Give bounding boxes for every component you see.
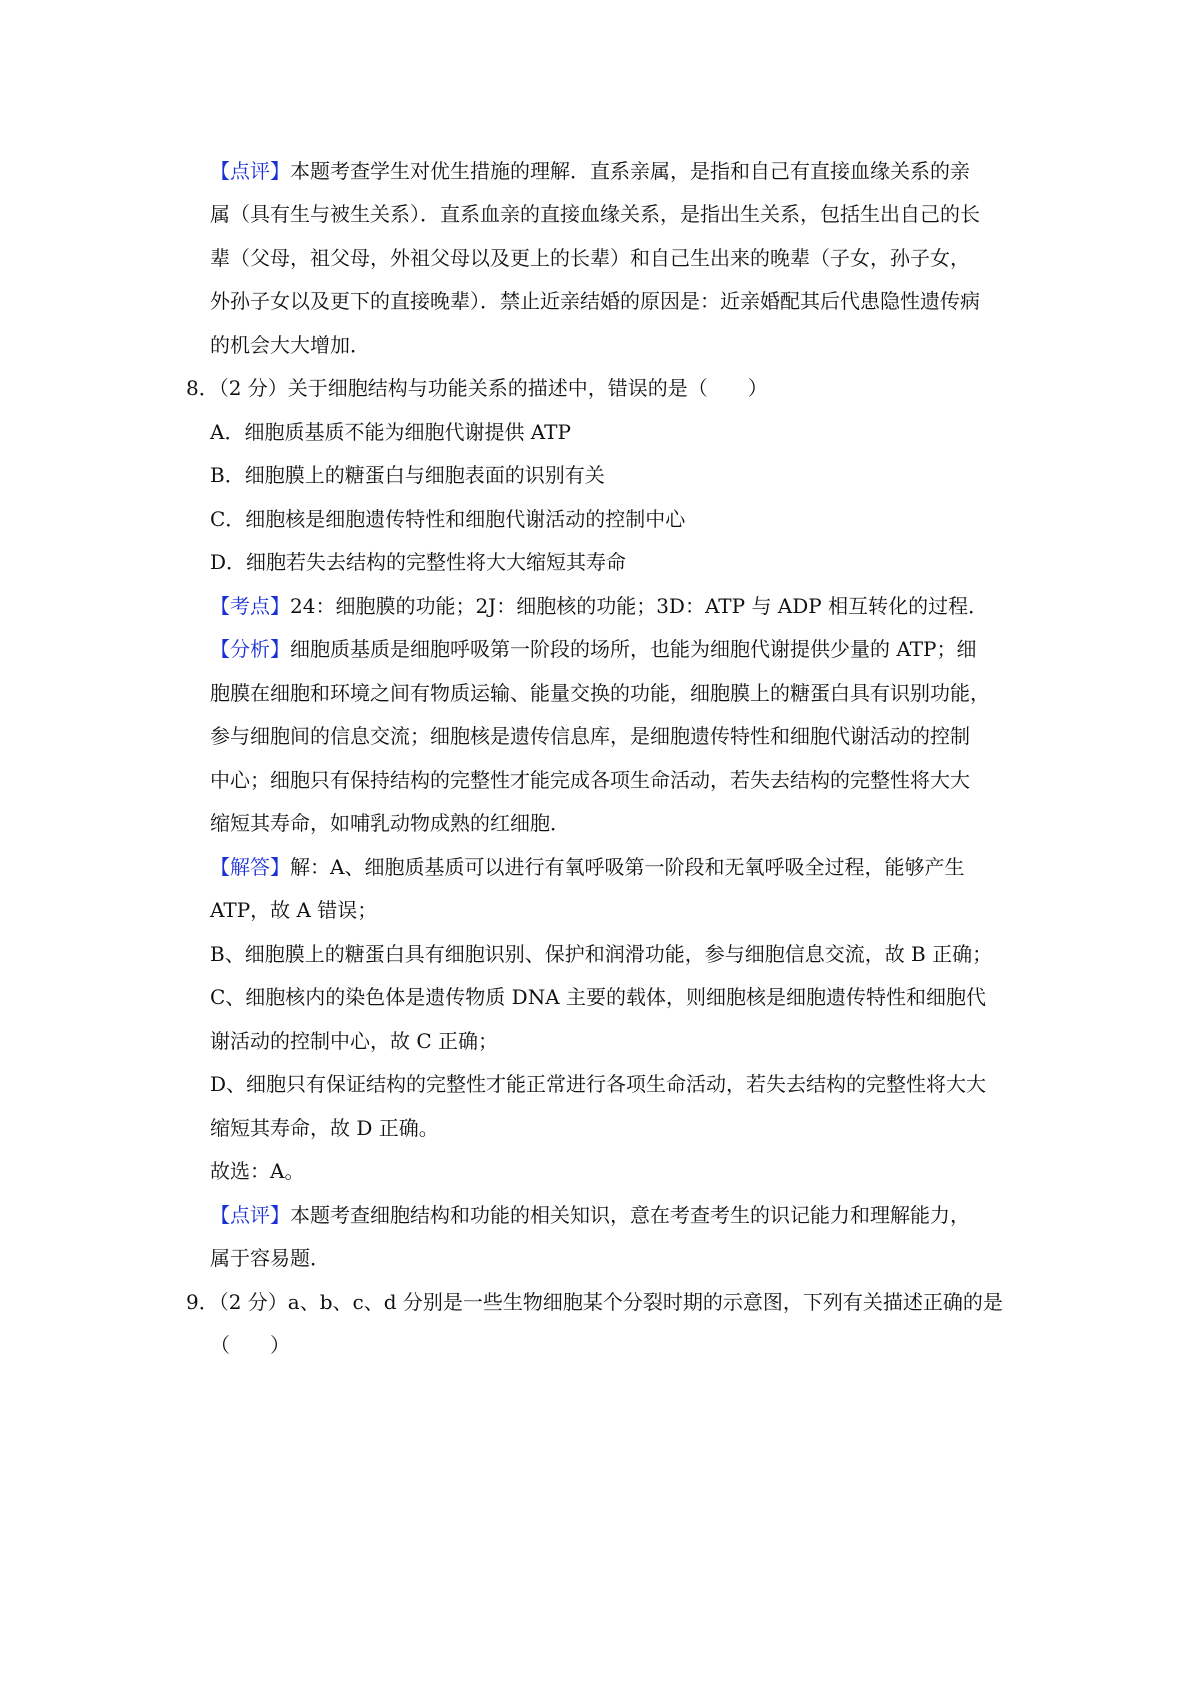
fenxi-text: 细胞质基质是细胞呼吸第一阶段的场所，也能为细胞代谢提供少量的 ATP；细 [290,637,977,661]
question-8-fenxi-line-1 [210,635,977,663]
question-8-fenxi-line-5: 缩短其寿命，如哺乳动物成熟的红细胞． [210,811,570,835]
review-text: 本题考查学生对优生措施的理解．直系亲属，是指和自己有直接血缘关系的亲 [290,159,970,183]
review7-line-1 [210,157,970,185]
question-8-option-b: B．细胞膜上的糖蛋白与细胞表面的识别有关 [210,463,605,487]
question-8-jieda-line-5: 谢活动的控制中心，故 C 正确； [210,1029,499,1053]
review7-line-3: 辈（父母，祖父母，外祖父母以及更上的长辈）和自己生出来的晚辈（子女，孙子女， [210,246,970,270]
question-8-jieda-line-6: D、细胞只有保证结构的完整性才能正常进行各项生命活动，若失去结构的完整性将大大 [210,1072,987,1096]
question-8-jieda-line-7: 缩短其寿命，故 D 正确。 [210,1116,439,1140]
question-8-jieda-line-8: 故选：A。 [210,1159,305,1183]
review7-line-4: 外孙子女以及更下的直接晚辈）．禁止近亲结婚的原因是：近亲婚配其后代患隐性遗传病 [210,289,980,313]
question-8-dianping-line-2: 属于容易题． [210,1246,330,1270]
dianping-tag: 【点评】 [210,1203,290,1227]
question-8-option-c: C．细胞核是细胞遗传特性和细胞代谢活动的控制中心 [210,507,686,531]
fenxi-tag: 【分析】 [210,637,290,661]
question-8-jieda-line-2: ATP，故 A 错误； [210,898,378,922]
question-8-stem: 8．（2 分）关于细胞结构与功能关系的描述中，错误的是（ ） [186,376,768,400]
question-8-option-d: D．细胞若失去结构的完整性将大大缩短其寿命 [210,550,627,574]
question-8-fenxi-line-4: 中心；细胞只有保持结构的完整性才能完成各项生命活动，若失去结构的完整性将大大 [210,768,970,792]
question-8-kaodian [210,592,988,620]
question-8-fenxi-line-3: 参与细胞间的信息交流；细胞核是遗传信息库，是细胞遗传特性和细胞代谢活动的控制 [210,724,970,748]
question-8-jieda-line-3: B、细胞膜上的糖蛋白具有细胞识别、保护和润滑功能，参与细胞信息交流，故 B 正确； [210,942,993,966]
review7-line-2: 属（具有生与被生关系）．直系血亲的直接血缘关系，是指出生关系，包括生出自己的长 [210,202,980,226]
kaodian-text: 24：细胞膜的功能；2J：细胞核的功能；3D：ATP 与 ADP 相互转化的过程． [290,594,989,618]
review-tag: 【点评】 [210,159,290,183]
jieda-tag: 【解答】 [210,855,290,879]
jieda-text: 解：A、细胞质基质可以进行有氧呼吸第一阶段和无氧呼吸全过程，能够产生 [290,855,965,879]
question-8-option-a: A．细胞质基质不能为细胞代谢提供 ATP [210,420,571,444]
question-9-paren: （ ） [210,1333,290,1357]
review7-line-5: 的机会大大增加． [210,333,370,357]
question-8-fenxi-line-2: 胞膜在细胞和环境之间有物质运输、能量交换的功能，细胞膜上的糖蛋白具有识别功能， [210,681,990,705]
question-9-stem: 9．（2 分）a、b、c、d 分别是一些生物细胞某个分裂时期的示意图，下列有关描述正确的是 [186,1290,1003,1314]
question-8-jieda-line-4: C、细胞核内的染色体是遗传物质 DNA 主要的载体，则细胞核是细胞遗传特性和细胞代 [210,985,986,1009]
dianping-text: 本题考查细胞结构和功能的相关知识，意在考查考生的识记能力和理解能力， [290,1203,970,1227]
question-8-dianping-line-1 [210,1201,970,1229]
kaodian-tag: 【考点】 [210,594,290,618]
question-8-jieda-line-1 [210,853,964,881]
